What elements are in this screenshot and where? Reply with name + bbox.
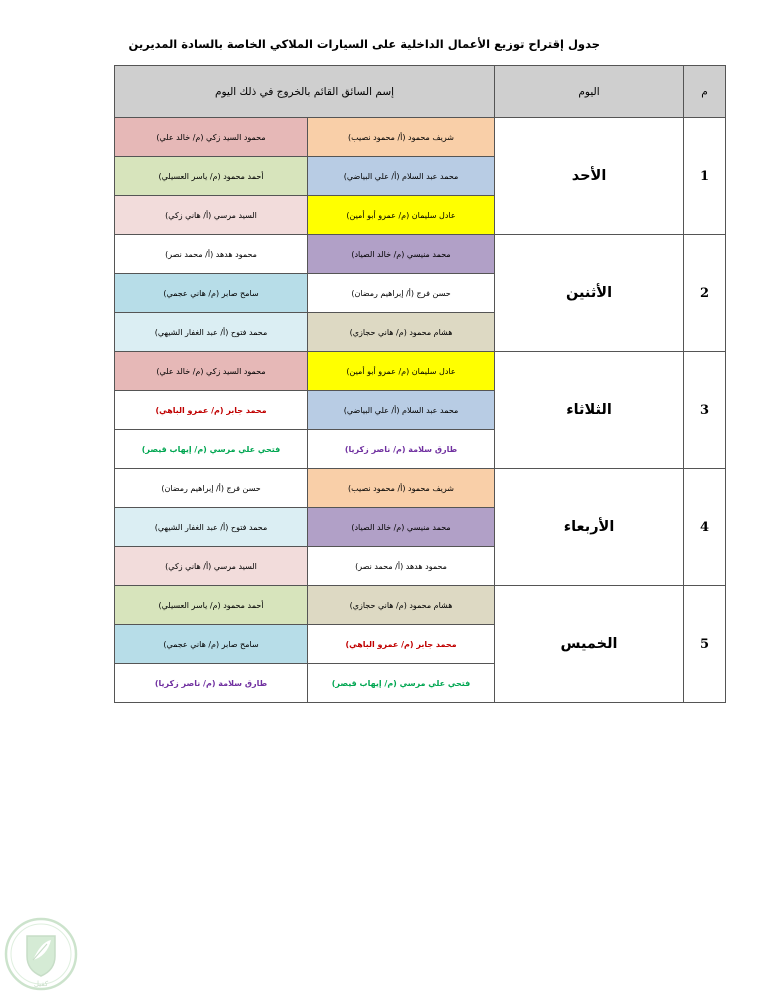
watermark-text: كفيل bbox=[33, 980, 49, 988]
driver-name: فتحي علي مرسي (م/ إيهاب قيصر) bbox=[331, 678, 471, 688]
driver-name: شريف محمود (أ/ محمود نصيب) bbox=[348, 132, 454, 142]
header-number: م bbox=[684, 66, 726, 118]
day-number: 4 bbox=[684, 469, 726, 586]
day-name: الثلاثاء bbox=[495, 352, 684, 469]
driver-name: السيد مرسي (أ/ هاني زكي) bbox=[165, 210, 257, 220]
driver-cell bbox=[308, 430, 495, 469]
driver-name: محمد عبد السلام (أ/ علي البياضي) bbox=[343, 405, 459, 415]
driver-name: حسن فرج (أ/ إبراهيم رمضان) bbox=[351, 288, 451, 298]
driver-cell bbox=[308, 157, 495, 196]
driver-cell bbox=[308, 235, 495, 274]
schedule-table bbox=[114, 65, 726, 703]
table-row bbox=[115, 469, 726, 508]
schedule-body bbox=[115, 118, 726, 703]
day-number: 1 bbox=[684, 118, 726, 235]
driver-name: محمد منيسي (م/ خالد الصياد) bbox=[351, 249, 451, 259]
day-name: الأربعاء bbox=[495, 469, 684, 586]
driver-cell bbox=[308, 196, 495, 235]
driver-name: طارق سلامة (م/ ناصر زكريا) bbox=[344, 444, 458, 454]
driver-cell bbox=[115, 625, 308, 664]
driver-cell bbox=[308, 391, 495, 430]
watermark-logo bbox=[3, 916, 79, 992]
day-name: الأثنين bbox=[495, 235, 684, 352]
table-row bbox=[115, 352, 726, 391]
driver-name: محمود هدهد (أ/ محمد نصر) bbox=[355, 561, 447, 571]
driver-cell bbox=[115, 391, 308, 430]
driver-name: عادل سليمان (م/ عمرو أبو أمين) bbox=[346, 210, 456, 220]
driver-cell bbox=[115, 664, 308, 703]
driver-name: محمد عبد السلام (أ/ علي البياضي) bbox=[343, 171, 459, 181]
table-row bbox=[115, 586, 726, 625]
table-row bbox=[115, 235, 726, 274]
driver-name: فتحي علي مرسي (م/ إيهاب قيصر) bbox=[141, 444, 281, 454]
driver-cell bbox=[115, 157, 308, 196]
driver-name: محمود السيد زكي (م/ خالد علي) bbox=[156, 132, 266, 142]
driver-cell bbox=[308, 352, 495, 391]
driver-cell bbox=[308, 664, 495, 703]
driver-name: شريف محمود (أ/ محمود نصيب) bbox=[348, 483, 454, 493]
driver-name: عادل سليمان (م/ عمرو أبو أمين) bbox=[346, 366, 456, 376]
driver-cell bbox=[308, 547, 495, 586]
driver-name: طارق سلامة (م/ ناصر زكريا) bbox=[154, 678, 268, 688]
driver-name: هشام محمود (م/ هاني حجازي) bbox=[349, 327, 453, 337]
day-number: 3 bbox=[684, 352, 726, 469]
driver-cell bbox=[308, 274, 495, 313]
header-row bbox=[115, 66, 726, 118]
driver-name: محمد فتوح (أ/ عبد الغفار الشيهي) bbox=[154, 522, 268, 532]
header-driver: إسم السائق القائم بالخروج في ذلك اليوم bbox=[115, 66, 495, 118]
day-name: الأحد bbox=[495, 118, 684, 235]
header-day: اليوم bbox=[495, 66, 684, 118]
day-number: 2 bbox=[684, 235, 726, 352]
driver-cell bbox=[115, 196, 308, 235]
driver-cell bbox=[308, 313, 495, 352]
driver-cell bbox=[308, 508, 495, 547]
driver-cell bbox=[115, 586, 308, 625]
driver-name: سامح صابر (م/ هاني عجمي) bbox=[163, 639, 259, 649]
driver-name: محمد فتوح (أ/ عبد الغفار الشيهي) bbox=[154, 327, 268, 337]
driver-cell bbox=[115, 235, 308, 274]
driver-name: سامح صابر (م/ هاني عجمي) bbox=[163, 288, 259, 298]
driver-name: محمود هدهد (أ/ محمد نصر) bbox=[165, 249, 257, 259]
day-number: 5 bbox=[684, 586, 726, 703]
driver-cell bbox=[115, 352, 308, 391]
driver-cell bbox=[115, 508, 308, 547]
driver-cell bbox=[115, 430, 308, 469]
driver-name: محمد جابر (م/ عمرو الباهي) bbox=[155, 405, 267, 415]
driver-cell bbox=[308, 625, 495, 664]
driver-cell bbox=[115, 469, 308, 508]
driver-cell bbox=[115, 547, 308, 586]
driver-cell bbox=[115, 118, 308, 157]
driver-name: أحمد محمود (م/ ياسر العسيلي) bbox=[158, 171, 264, 181]
driver-cell bbox=[115, 274, 308, 313]
driver-name: السيد مرسي (أ/ هاني زكي) bbox=[165, 561, 257, 571]
table-row bbox=[115, 118, 726, 157]
driver-name: محمد جابر (م/ عمرو الباهي) bbox=[345, 639, 457, 649]
driver-name: محمود السيد زكي (م/ خالد علي) bbox=[156, 366, 266, 376]
driver-name: أحمد محمود (م/ ياسر العسيلي) bbox=[158, 600, 264, 610]
day-name: الخميس bbox=[495, 586, 684, 703]
document-title: جدول إقتراح توزيع الأعمال الداخلية على السيارات الملاكي الخاصة بالسادة المديرين bbox=[128, 37, 600, 51]
driver-cell bbox=[308, 586, 495, 625]
driver-name: حسن فرج (أ/ إبراهيم رمضان) bbox=[161, 483, 261, 493]
driver-name: هشام محمود (م/ هاني حجازي) bbox=[349, 600, 453, 610]
driver-cell bbox=[308, 118, 495, 157]
driver-name: محمد منيسي (م/ خالد الصياد) bbox=[351, 522, 451, 532]
driver-cell bbox=[115, 313, 308, 352]
driver-cell bbox=[308, 469, 495, 508]
